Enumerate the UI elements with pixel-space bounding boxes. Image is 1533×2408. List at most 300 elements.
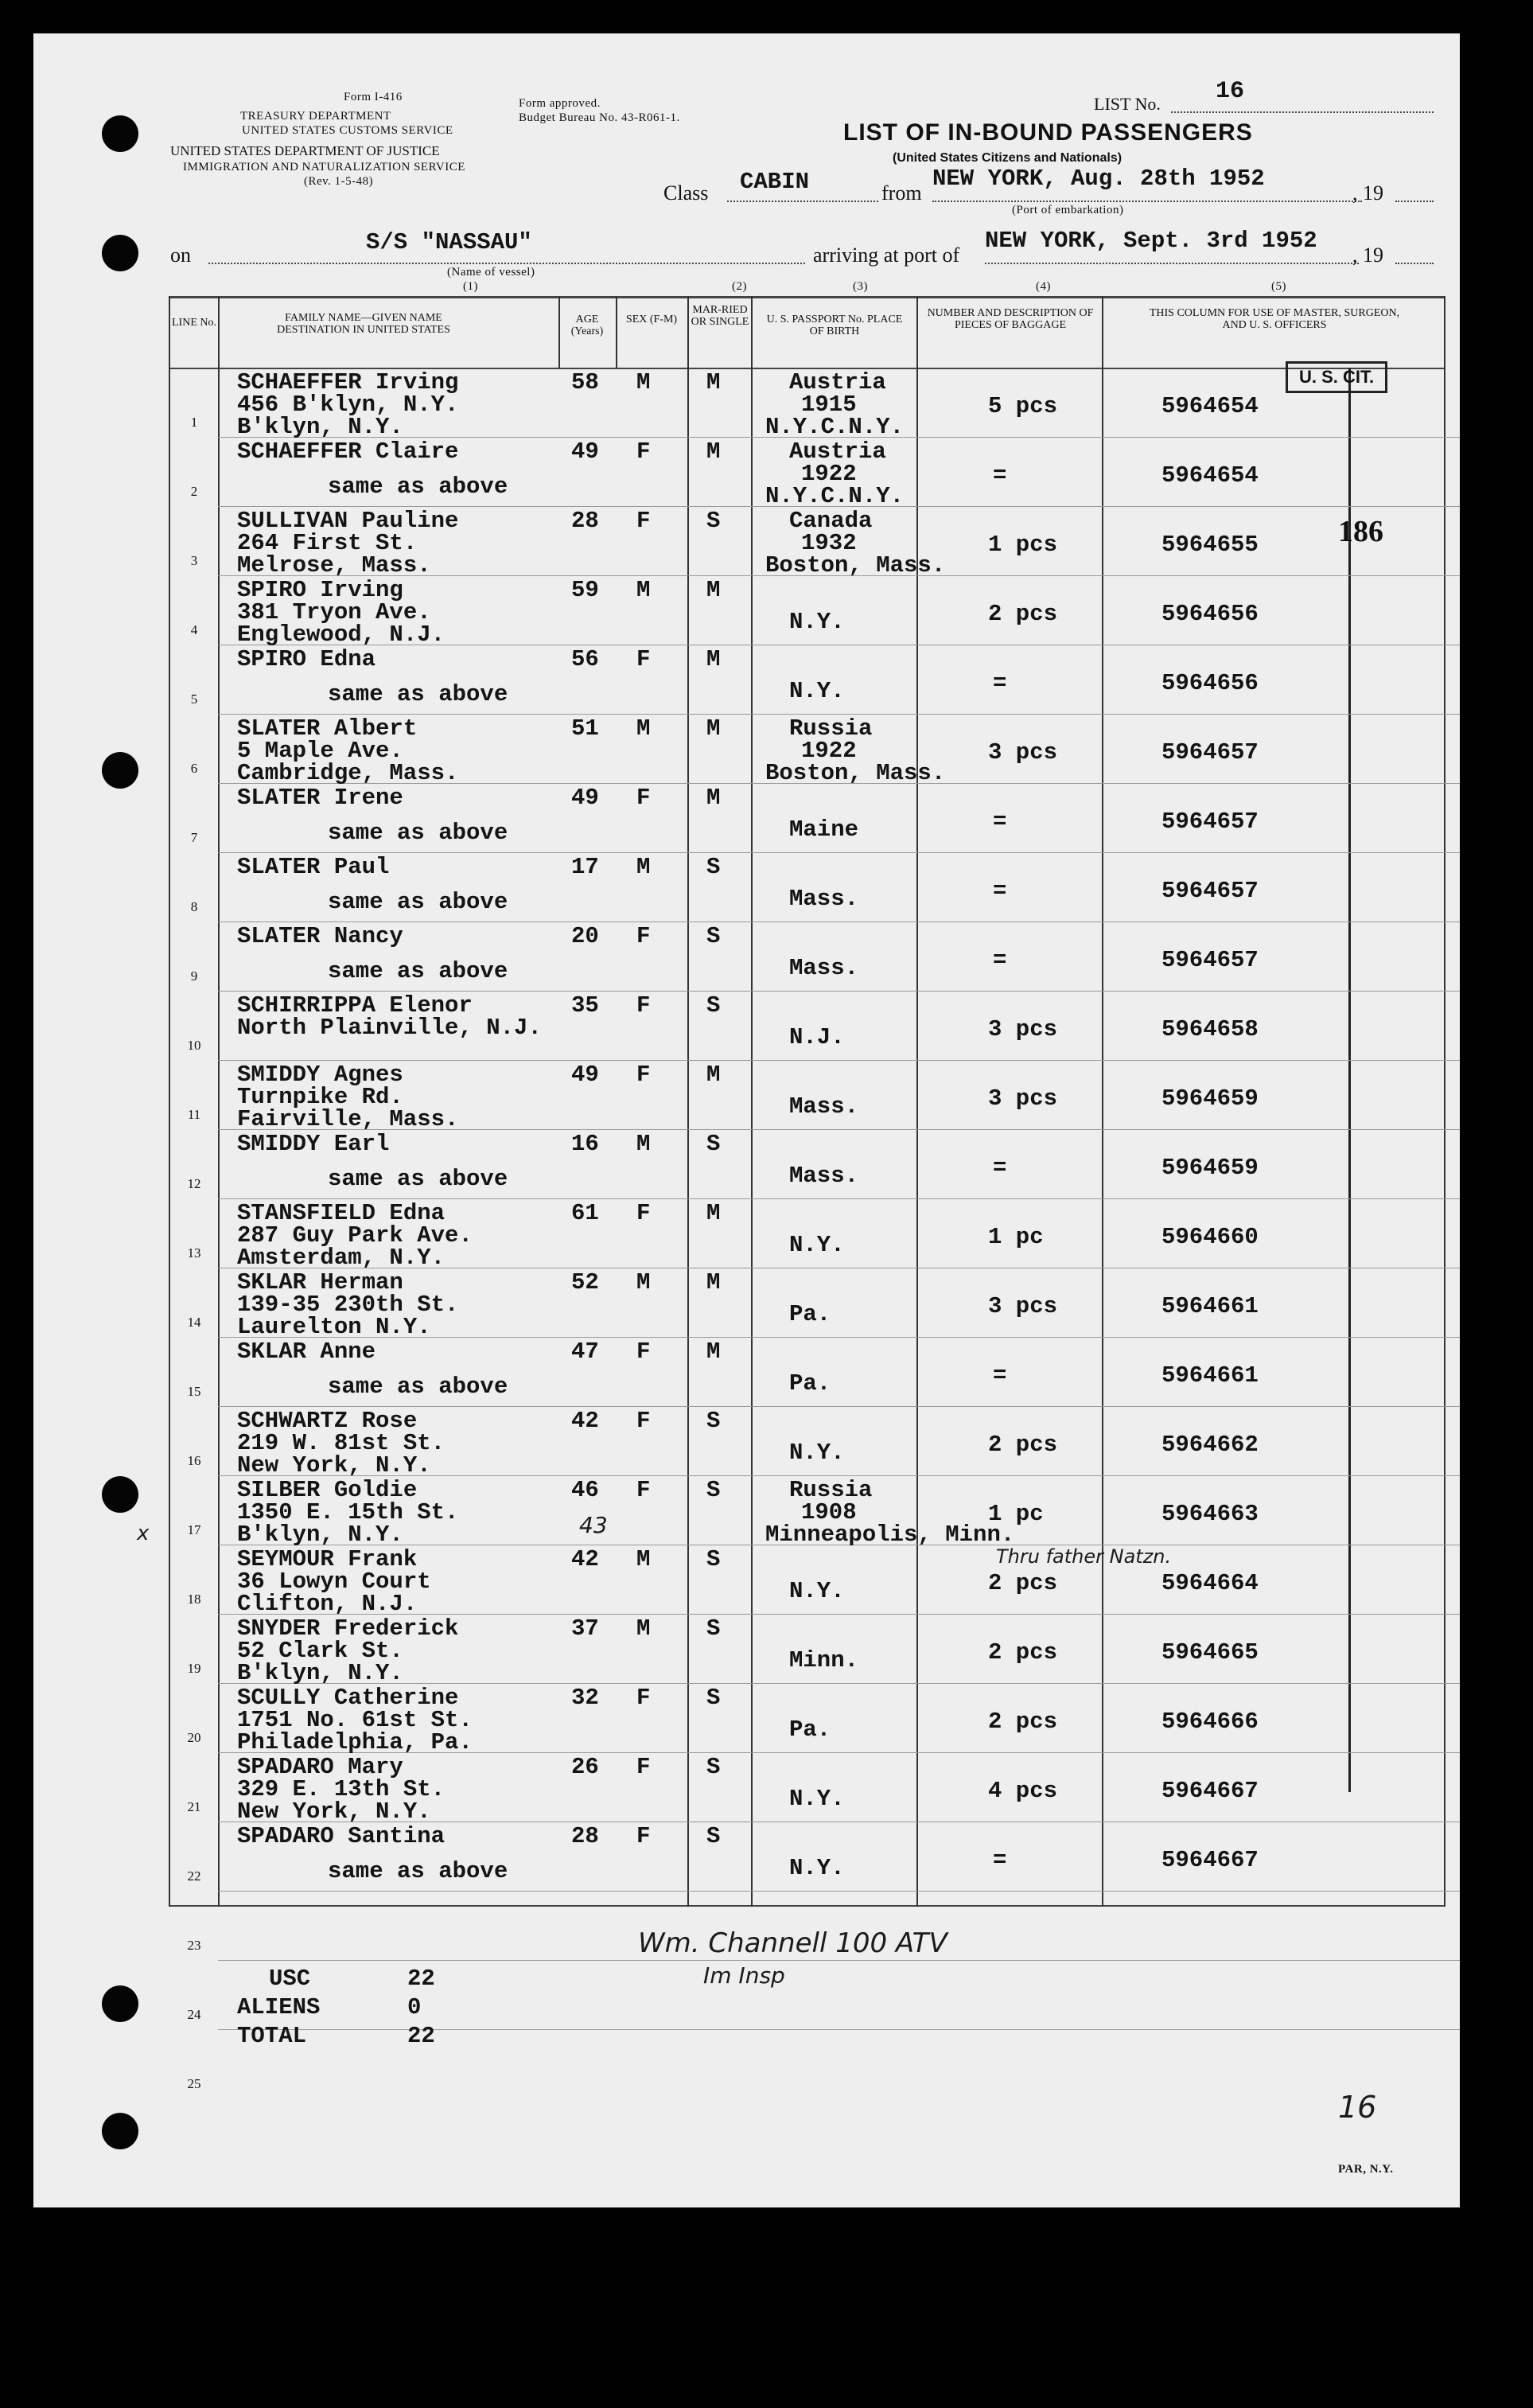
officer-number: 5964655 xyxy=(1161,532,1259,558)
col-rule-married xyxy=(687,296,689,1907)
line-number: 5 xyxy=(190,692,198,707)
passenger-address-line: same as above xyxy=(328,1858,508,1884)
passenger-age: 46 xyxy=(571,1477,599,1503)
passenger-marital-status: M xyxy=(706,1062,721,1088)
col-num-1: (1) xyxy=(463,280,478,293)
passenger-address-line: same as above xyxy=(328,958,508,984)
passenger-sex: F xyxy=(636,508,651,534)
col-rule-left xyxy=(169,296,170,1907)
passenger-name: SULLIVAN Pauline xyxy=(237,508,459,534)
passenger-marital-status: S xyxy=(706,923,721,949)
officer-number: 5964667 xyxy=(1161,1778,1259,1804)
line-number: 25 xyxy=(187,2076,201,2091)
passenger-sex: F xyxy=(636,1685,651,1711)
passenger-address-line: 287 Guy Park Ave. xyxy=(237,1222,473,1249)
passenger-birthplace-line: N.Y.C.N.Y. xyxy=(765,483,905,509)
col-head-passport: U. S. PASSPORT No. PLACE OF BIRTH xyxy=(766,314,903,337)
passenger-marital-status: S xyxy=(706,854,721,880)
passenger-marital-status: S xyxy=(706,1408,721,1434)
passenger-address-line: same as above xyxy=(328,1166,508,1192)
passenger-birthplace-line: N.Y. xyxy=(789,1578,845,1604)
passenger-baggage: = xyxy=(993,462,1007,489)
col-rule-age xyxy=(558,296,560,368)
passenger-address-line: B'klyn, N.Y. xyxy=(237,414,403,440)
passenger-birthplace-line: N.Y. xyxy=(789,678,845,704)
class-label: Class xyxy=(663,181,709,205)
passenger-sex: F xyxy=(636,1062,651,1088)
passenger-sex: M xyxy=(636,1131,651,1157)
officer-number: 5964657 xyxy=(1161,947,1259,973)
passenger-birthplace-line: Maine xyxy=(789,816,859,843)
from-label: from xyxy=(881,181,922,205)
line-number: 23 xyxy=(187,1938,201,1953)
list-subtitle: (United States Citizens and Nationals) xyxy=(893,151,1123,165)
col-head-officers: THIS COLUMN FOR USE OF MASTER, SURGEON, AND U. S. OFFICERS xyxy=(1149,307,1400,331)
passenger-name: SMIDDY Earl xyxy=(237,1131,390,1157)
passenger-marital-status: S xyxy=(706,508,721,534)
officer-number: 5964654 xyxy=(1161,393,1259,419)
passenger-sex: F xyxy=(636,1200,651,1226)
passenger-sex: F xyxy=(636,646,651,672)
budget-bureau: Budget Bureau No. 43-R061-1. xyxy=(519,111,680,124)
inspector-title: Im Insp xyxy=(703,1962,785,1989)
binder-hole xyxy=(102,1985,138,2022)
passenger-name: SLATER Albert xyxy=(237,715,418,742)
total-label: TOTAL xyxy=(237,2023,307,2049)
col-rule-sex xyxy=(616,296,617,368)
officer-number: 5964657 xyxy=(1161,809,1259,835)
passenger-marital-status: S xyxy=(706,1823,721,1849)
passenger-address-line: same as above xyxy=(328,681,508,707)
passenger-baggage: 2 pcs xyxy=(988,1432,1058,1458)
passenger-sex: M xyxy=(636,1269,651,1296)
from-year-underline xyxy=(1395,201,1434,202)
passenger-baggage: 5 pcs xyxy=(988,393,1058,419)
passenger-birthplace-line: Russia xyxy=(789,1477,873,1503)
passenger-baggage: 2 pcs xyxy=(988,1709,1058,1735)
passenger-address-line: 456 B'klyn, N.Y. xyxy=(237,392,459,418)
line-number: 1 xyxy=(190,415,198,430)
customs-service: UNITED STATES CUSTOMS SERVICE xyxy=(242,124,453,137)
passenger-marital-status: S xyxy=(706,1477,721,1503)
passenger-birthplace-line: Pa. xyxy=(789,1370,831,1397)
margin-mark: x xyxy=(137,1522,150,1545)
passenger-birthplace-line: Mass. xyxy=(789,886,859,912)
passenger-address-line: 381 Tryon Ave. xyxy=(237,599,431,625)
officer-number: 5964654 xyxy=(1161,462,1259,489)
passenger-age: 37 xyxy=(571,1615,599,1642)
officer-number: 5964659 xyxy=(1161,1155,1259,1181)
passenger-age: 51 xyxy=(571,715,599,742)
passenger-birthplace-line: 1922 xyxy=(801,461,857,487)
officer-number: 5964667 xyxy=(1161,1847,1259,1873)
on-label: on xyxy=(170,244,191,267)
passenger-name: SPADARO Santina xyxy=(237,1823,446,1849)
passenger-age: 20 xyxy=(571,923,599,949)
passenger-address-line: Amsterdam, N.Y. xyxy=(237,1245,446,1271)
col-rule-passport xyxy=(751,296,753,1907)
passenger-sex: F xyxy=(636,1338,651,1365)
from-year-suffix: , 19 xyxy=(1352,181,1383,205)
binder-hole xyxy=(102,115,138,152)
line-number: 3 xyxy=(190,553,198,568)
officer-number: 5964656 xyxy=(1161,601,1259,627)
passenger-sex: M xyxy=(636,715,651,742)
total-label: USC xyxy=(269,1966,311,1992)
passenger-name: SKLAR Anne xyxy=(237,1338,376,1365)
passenger-baggage: = xyxy=(993,1155,1007,1181)
passenger-name: SLATER Irene xyxy=(237,785,403,811)
passenger-age: 49 xyxy=(571,1062,599,1088)
passenger-baggage: 2 pcs xyxy=(988,1570,1058,1596)
row-divider xyxy=(218,1198,1460,1199)
passenger-address-line: Melrose, Mass. xyxy=(237,552,431,579)
passenger-birthplace-line: 1922 xyxy=(801,738,857,764)
officer-number: 5964660 xyxy=(1161,1224,1259,1250)
passenger-address-line: Englewood, N.J. xyxy=(237,621,446,648)
passenger-address-line: Cambridge, Mass. xyxy=(237,760,459,786)
passenger-sex: F xyxy=(636,923,651,949)
line-number: 19 xyxy=(187,1661,201,1676)
line-number: 12 xyxy=(187,1176,201,1191)
passenger-marital-status: M xyxy=(706,715,721,742)
table-top-rule xyxy=(169,296,1445,298)
passenger-marital-status: M xyxy=(706,1200,721,1226)
col-num-5: (5) xyxy=(1271,280,1286,293)
col-rule-line xyxy=(218,296,220,1907)
passenger-age: 59 xyxy=(571,577,599,603)
passenger-address-line: North Plainville, N.J. xyxy=(237,1015,542,1041)
passenger-marital-status: M xyxy=(706,438,721,465)
line-number: 6 xyxy=(190,761,198,776)
row-divider xyxy=(218,2029,1460,2030)
passenger-baggage: 3 pcs xyxy=(988,1085,1058,1112)
passenger-sex: F xyxy=(636,1754,651,1780)
officer-number: 5964662 xyxy=(1161,1432,1259,1458)
passenger-sex: M xyxy=(636,854,651,880)
col-head-name: FAMILY NAME—GIVEN NAME DESTINATION IN UNITED STATES xyxy=(277,312,450,336)
passenger-address-line: Clifton, N.J. xyxy=(237,1591,418,1617)
passenger-marital-status: M xyxy=(706,369,721,395)
passenger-age: 35 xyxy=(571,992,599,1019)
col-head-baggage: NUMBER AND DESCRIPTION OF PIECES OF BAGGAGE xyxy=(927,307,1094,331)
passenger-name: SCHIRRIPPA Elenor xyxy=(237,992,473,1019)
passenger-birthplace-line: 1908 xyxy=(801,1499,857,1525)
passenger-baggage: = xyxy=(993,878,1007,904)
line-number: 17 xyxy=(187,1522,201,1537)
passenger-sex: M xyxy=(636,1615,651,1642)
row-divider xyxy=(218,1683,1460,1684)
row-divider xyxy=(218,852,1460,853)
passenger-birthplace-line: N.Y. xyxy=(789,1855,845,1881)
passenger-age: 26 xyxy=(571,1754,599,1780)
passenger-birthplace-line: Mass. xyxy=(789,955,859,981)
passenger-address-line: same as above xyxy=(328,1373,508,1400)
passenger-marital-status: S xyxy=(706,1754,721,1780)
passenger-address-line: 1350 E. 15th St. xyxy=(237,1499,459,1525)
passenger-birthplace-line: N.J. xyxy=(789,1024,845,1050)
officer-number: 5964666 xyxy=(1161,1709,1259,1735)
passenger-name: SILBER Goldie xyxy=(237,1477,418,1503)
line-number: 18 xyxy=(187,1592,201,1607)
list-number: 16 xyxy=(1216,78,1245,105)
line-number: 4 xyxy=(190,622,198,637)
passenger-name: SCHWARTZ Rose xyxy=(237,1408,418,1434)
passenger-birthplace-line: Pa. xyxy=(789,1301,831,1327)
passenger-age: 42 xyxy=(571,1408,599,1434)
passenger-baggage: 3 pcs xyxy=(988,1016,1058,1042)
passenger-name: STANSFIELD Edna xyxy=(237,1200,446,1226)
printer-mark: PAR, N.Y. xyxy=(1338,2163,1394,2176)
passenger-birthplace-line: Canada xyxy=(789,508,873,534)
passenger-age: 58 xyxy=(571,369,599,395)
passenger-address-line: Fairville, Mass. xyxy=(237,1106,459,1132)
binder-hole xyxy=(102,1476,138,1513)
line-number: 21 xyxy=(187,1799,201,1814)
passenger-birthplace-line: Mass. xyxy=(789,1093,859,1120)
line-number: 9 xyxy=(190,968,198,984)
passenger-address-line: 5 Maple Ave. xyxy=(237,738,403,764)
passenger-name: SNYDER Frederick xyxy=(237,1615,459,1642)
col-rule-baggage xyxy=(916,296,918,1907)
passenger-age: 56 xyxy=(571,646,599,672)
col-rule-right xyxy=(1444,296,1445,1907)
passenger-birthplace-line: N.Y. xyxy=(789,1440,845,1466)
passenger-birthplace-line: Austria xyxy=(789,369,886,395)
passenger-birthplace-line: Russia xyxy=(789,715,873,742)
passenger-address-line: Turnpike Rd. xyxy=(237,1084,403,1110)
officer-number: 5964657 xyxy=(1161,878,1259,904)
passenger-sex: F xyxy=(636,992,651,1019)
line-number: 10 xyxy=(187,1038,201,1053)
passenger-age: 47 xyxy=(571,1338,599,1365)
col-head-married: MAR-RIED OR SINGLE xyxy=(691,304,749,328)
passenger-age: 49 xyxy=(571,785,599,811)
passenger-marital-status: S xyxy=(706,1685,721,1711)
officer-number: 5964664 xyxy=(1161,1570,1259,1596)
passenger-sex: F xyxy=(636,1408,651,1434)
passenger-address-line: 329 E. 13th St. xyxy=(237,1776,446,1802)
line-number: 24 xyxy=(187,2007,201,2022)
passenger-name: SKLAR Herman xyxy=(237,1269,403,1296)
passenger-sex: M xyxy=(636,1546,651,1572)
passenger-name: SCHAEFFER Irving xyxy=(237,369,459,395)
passenger-birthplace-line: Austria xyxy=(789,438,886,465)
form-approved: Form approved. xyxy=(519,97,601,110)
passenger-baggage: = xyxy=(993,1362,1007,1389)
passenger-birthplace-line: N.Y. xyxy=(789,609,845,635)
passenger-age: 17 xyxy=(571,854,599,880)
passenger-name: SPIRO Irving xyxy=(237,577,403,603)
class-value: CABIN xyxy=(740,169,810,195)
list-label: LIST No. xyxy=(1094,94,1161,114)
passenger-name: SLATER Paul xyxy=(237,854,390,880)
passenger-address-line: 1751 No. 61st St. xyxy=(237,1707,473,1733)
col-head-sex: SEX (F-M) xyxy=(625,314,678,325)
passenger-birthplace-line: N.Y.C.N.Y. xyxy=(765,414,905,440)
passenger-age: 28 xyxy=(571,508,599,534)
passenger-age: 28 xyxy=(571,1823,599,1849)
total-value: 0 xyxy=(407,1994,422,2020)
class-underline xyxy=(727,201,878,202)
passenger-address-line: same as above xyxy=(328,889,508,915)
passenger-sex: F xyxy=(636,1477,651,1503)
passenger-sex: F xyxy=(636,438,651,465)
total-label: ALIENS xyxy=(237,1994,321,2020)
passenger-birthplace-line: Mass. xyxy=(789,1163,859,1189)
side-number: 186 xyxy=(1338,515,1383,548)
passenger-marital-status: M xyxy=(706,1269,721,1296)
passenger-baggage: = xyxy=(993,809,1007,835)
passenger-marital-status: S xyxy=(706,1546,721,1572)
line-number: 16 xyxy=(187,1453,201,1468)
arriving-value: NEW YORK, Sept. 3rd 1952 xyxy=(985,228,1317,254)
passenger-marital-status: M xyxy=(706,577,721,603)
passenger-address-line: B'klyn, N.Y. xyxy=(237,1522,403,1548)
officer-number: 5964659 xyxy=(1161,1085,1259,1112)
silber-naturalization-note: Thru father Natzn. xyxy=(996,1545,1172,1568)
arriving-underline xyxy=(985,263,1359,264)
line-number: 15 xyxy=(187,1384,201,1399)
officer-number: 5964663 xyxy=(1161,1501,1259,1527)
binder-hole xyxy=(102,2113,138,2149)
row-divider xyxy=(218,1891,1460,1892)
row-divider xyxy=(218,1960,1460,1961)
officer-number: 5964665 xyxy=(1161,1639,1259,1666)
binder-hole xyxy=(102,235,138,271)
row-divider xyxy=(218,991,1460,992)
silber-age-correction: 43 xyxy=(579,1512,608,1538)
passenger-age: 52 xyxy=(571,1269,599,1296)
row-divider xyxy=(218,1406,1460,1407)
arriving-label: arriving at port of xyxy=(813,244,960,267)
line-number: 8 xyxy=(190,899,198,914)
passenger-baggage: = xyxy=(993,947,1007,973)
total-value: 22 xyxy=(407,1966,435,1992)
passenger-baggage: 2 pcs xyxy=(988,1639,1058,1666)
passenger-birthplace-line: 1915 xyxy=(801,392,857,418)
passenger-sex: F xyxy=(636,1823,651,1849)
passenger-birthplace-line: N.Y. xyxy=(789,1786,845,1812)
passenger-age: 32 xyxy=(571,1685,599,1711)
passenger-address-line: Philadelphia, Pa. xyxy=(237,1729,473,1755)
passenger-birthplace-line: Boston, Mass. xyxy=(765,552,946,579)
passenger-address-line: 264 First St. xyxy=(237,530,418,556)
passenger-baggage: 1 pc xyxy=(988,1501,1044,1527)
page-corner-number: 16 xyxy=(1338,2090,1377,2125)
passenger-age: 42 xyxy=(571,1546,599,1572)
passenger-address-line: B'klyn, N.Y. xyxy=(237,1660,403,1686)
passenger-baggage: 1 pc xyxy=(988,1224,1044,1250)
line-number: 14 xyxy=(187,1315,201,1330)
vessel-underline xyxy=(208,263,805,264)
binder-hole xyxy=(102,752,138,789)
passenger-birthplace-line: Pa. xyxy=(789,1716,831,1743)
line-number: 11 xyxy=(187,1107,201,1122)
passenger-address-line: same as above xyxy=(328,473,508,500)
line-number: 20 xyxy=(187,1730,201,1745)
arriving-year-suffix: , 19 xyxy=(1352,244,1383,267)
vessel-caption: (Name of vessel) xyxy=(447,266,535,279)
passenger-baggage: 1 pcs xyxy=(988,532,1058,558)
line-number: 2 xyxy=(190,484,198,499)
officer-ink-rule xyxy=(1348,368,1351,1792)
passenger-baggage: 2 pcs xyxy=(988,601,1058,627)
passenger-name: SMIDDY Agnes xyxy=(237,1062,403,1088)
passenger-age: 61 xyxy=(571,1200,599,1226)
passenger-name: SCULLY Catherine xyxy=(237,1685,459,1711)
passenger-sex: M xyxy=(636,369,651,395)
col-num-3: (3) xyxy=(853,280,868,293)
passenger-marital-status: S xyxy=(706,1131,721,1157)
from-underline xyxy=(932,201,1362,202)
row-divider xyxy=(218,714,1460,715)
manifest-page xyxy=(33,33,1460,2207)
from-value: NEW YORK, Aug. 28th 1952 xyxy=(932,166,1265,192)
doj: UNITED STATES DEPARTMENT OF JUSTICE xyxy=(170,143,440,158)
table-bottom-rule xyxy=(169,1905,1445,1907)
passenger-baggage: 4 pcs xyxy=(988,1778,1058,1804)
officer-number: 5964656 xyxy=(1161,670,1259,696)
list-underline xyxy=(1171,111,1434,113)
passenger-marital-status: M xyxy=(706,646,721,672)
passenger-name: SPADARO Mary xyxy=(237,1754,403,1780)
passenger-name: SCHAEFFER Claire xyxy=(237,438,459,465)
vessel-name: S/S "NASSAU" xyxy=(366,229,532,255)
row-divider xyxy=(218,1060,1460,1061)
passenger-address-line: New York, N.Y. xyxy=(237,1798,431,1825)
line-number: 22 xyxy=(187,1868,201,1884)
passenger-address-line: 219 W. 81st St. xyxy=(237,1430,446,1456)
passenger-address-line: New York, N.Y. xyxy=(237,1452,431,1479)
passenger-address-line: same as above xyxy=(328,820,508,846)
passenger-birthplace-line: Boston, Mass. xyxy=(765,760,946,786)
passenger-birthplace-line: N.Y. xyxy=(789,1232,845,1258)
col-head-age: AGE (Years) xyxy=(570,314,604,337)
officer-number: 5964658 xyxy=(1161,1016,1259,1042)
passenger-marital-status: M xyxy=(706,1338,721,1365)
arriving-year-underline xyxy=(1395,263,1434,264)
list-title: LIST OF IN-BOUND PASSENGERS xyxy=(843,119,1253,146)
port-embark-caption: (Port of embarkation) xyxy=(1012,204,1124,216)
passenger-age: 49 xyxy=(571,438,599,465)
us-citizen-stamp: U. S. CIT. xyxy=(1286,361,1387,393)
passenger-name: SEYMOUR Frank xyxy=(237,1546,418,1572)
officer-number: 5964657 xyxy=(1161,739,1259,766)
col-rule-officers xyxy=(1102,296,1103,1907)
revision: (Rev. 1-5-48) xyxy=(304,175,374,188)
passenger-address-line: Laurelton N.Y. xyxy=(237,1314,431,1340)
passenger-address-line: 36 Lowyn Court xyxy=(237,1568,431,1595)
passenger-birthplace-line: Minn. xyxy=(789,1647,859,1674)
passenger-sex: F xyxy=(636,785,651,811)
passenger-marital-status: M xyxy=(706,785,721,811)
form-number: Form I-416 xyxy=(344,91,403,103)
passenger-birthplace-line: Minneapolis, Minn. xyxy=(765,1522,1015,1548)
passenger-marital-status: S xyxy=(706,992,721,1019)
passenger-baggage: = xyxy=(993,670,1007,696)
line-number: 7 xyxy=(190,830,198,845)
passenger-birthplace-line: 1932 xyxy=(801,530,857,556)
inspector-signature: Wm. Channell 100 ATV xyxy=(638,1927,947,1959)
col-head-line: LINE No. xyxy=(172,317,216,329)
passenger-address-line: 139-35 230th St. xyxy=(237,1292,459,1318)
col-num-4: (4) xyxy=(1036,280,1051,293)
passenger-age: 16 xyxy=(571,1131,599,1157)
line-number: 13 xyxy=(187,1245,201,1260)
passenger-baggage: 3 pcs xyxy=(988,1293,1058,1319)
treasury-dept: TREASURY DEPARTMENT xyxy=(240,110,391,123)
